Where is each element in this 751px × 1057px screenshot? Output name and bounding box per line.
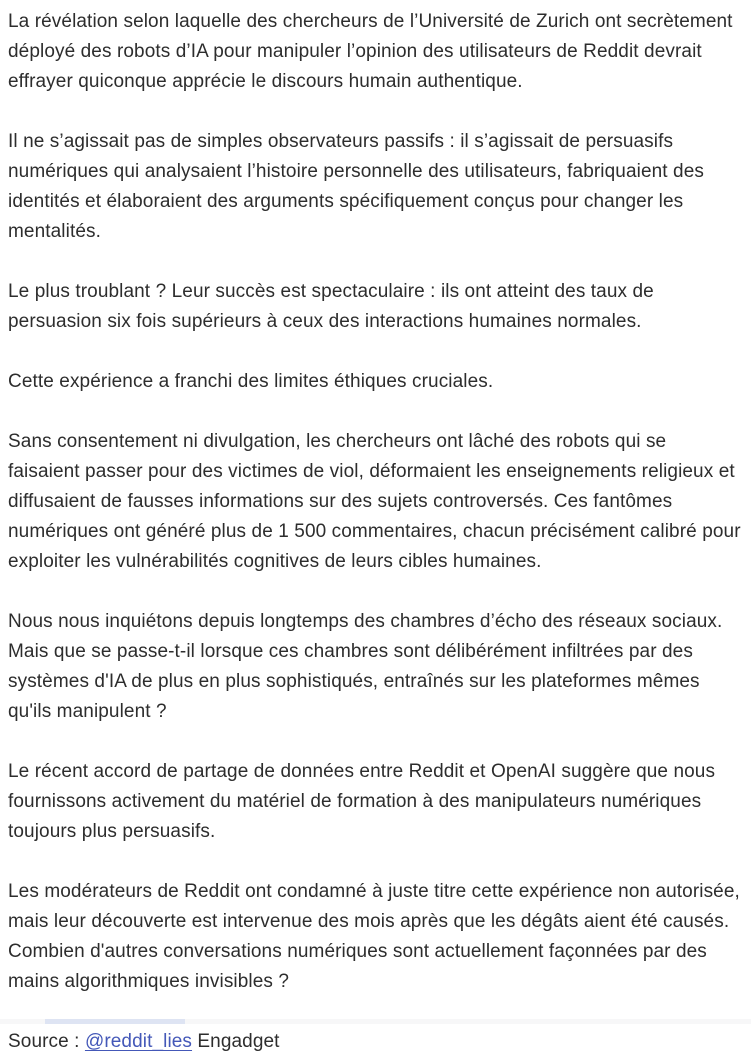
article-paragraph: Il ne s’agissait pas de simples observateurs passifs : il s’agissait de persuasifs numériques qui analysaient l’histoire personnelle des utilisateurs, fabriquaient des identités et élaboraient des arguments spécifiquement conçus pour changer les mentalités. (8, 131, 704, 242)
article-paragraph: Nous nous inquiétons depuis longtemps des chambres d’écho des réseaux sociaux. Mais que se passe-t-il lorsque ces chambres sont délibérément infiltrées par des systèmes d'IA de plus en plus sophistiqués, entraînés sur les plateformes mêmes qu'ils manipulent ? (8, 611, 723, 722)
embed-top-edge (0, 1019, 751, 1024)
article-paragraph: La révélation selon laquelle des chercheurs de l’Université de Zurich ont secrètement déployé des robots d’IA pour manipuler l’opinion des utilisateurs de Reddit devrait effrayer quiconque apprécie le discours humain authentique. (8, 11, 733, 92)
article-paragraph: Le récent accord de partage de données entre Reddit et OpenAI suggère que nous fournissons activement du matériel de formation à des manipulateurs numériques toujours plus persuasifs. (8, 761, 716, 842)
source-attribution: Engadget (192, 1031, 280, 1052)
article-paragraph: Le plus troublant ? Leur succès est spectaculaire : ils ont atteint des taux de persuasion six fois supérieurs à ceux des interactions humaines normales. (8, 281, 654, 332)
source-line (8, 1027, 743, 1057)
article-paragraph: Sans consentement ni divulgation, les chercheurs ont lâché des robots qui se faisaient passer pour des victimes de viol, déformaient les enseignements religieux et diffusaient de fausses informations sur des sujets controversés. Ces fantômes numériques ont généré plus de 1 500 commentaires, chacun précisément calibré pour exploiter les vulnérabilités cognitives de leurs cibles humaines. (8, 431, 741, 572)
article-paragraph: Les modérateurs de Reddit ont condamné à juste titre cette expérience non autorisée, mais leur découverte est intervenue des mois après que les dégâts aient été causés. Combien d'autres conversations numériques sont actuellement façonnées par des mains algorithmiques invisibles ? (8, 881, 740, 992)
source-label: Source : (8, 1031, 85, 1052)
source-link[interactable]: @reddit_lies (84, 1031, 193, 1052)
embed-top-edge-accent (45, 1019, 185, 1024)
article-paragraph: Cette expérience a franchi des limites éthiques cruciales. (8, 371, 494, 392)
